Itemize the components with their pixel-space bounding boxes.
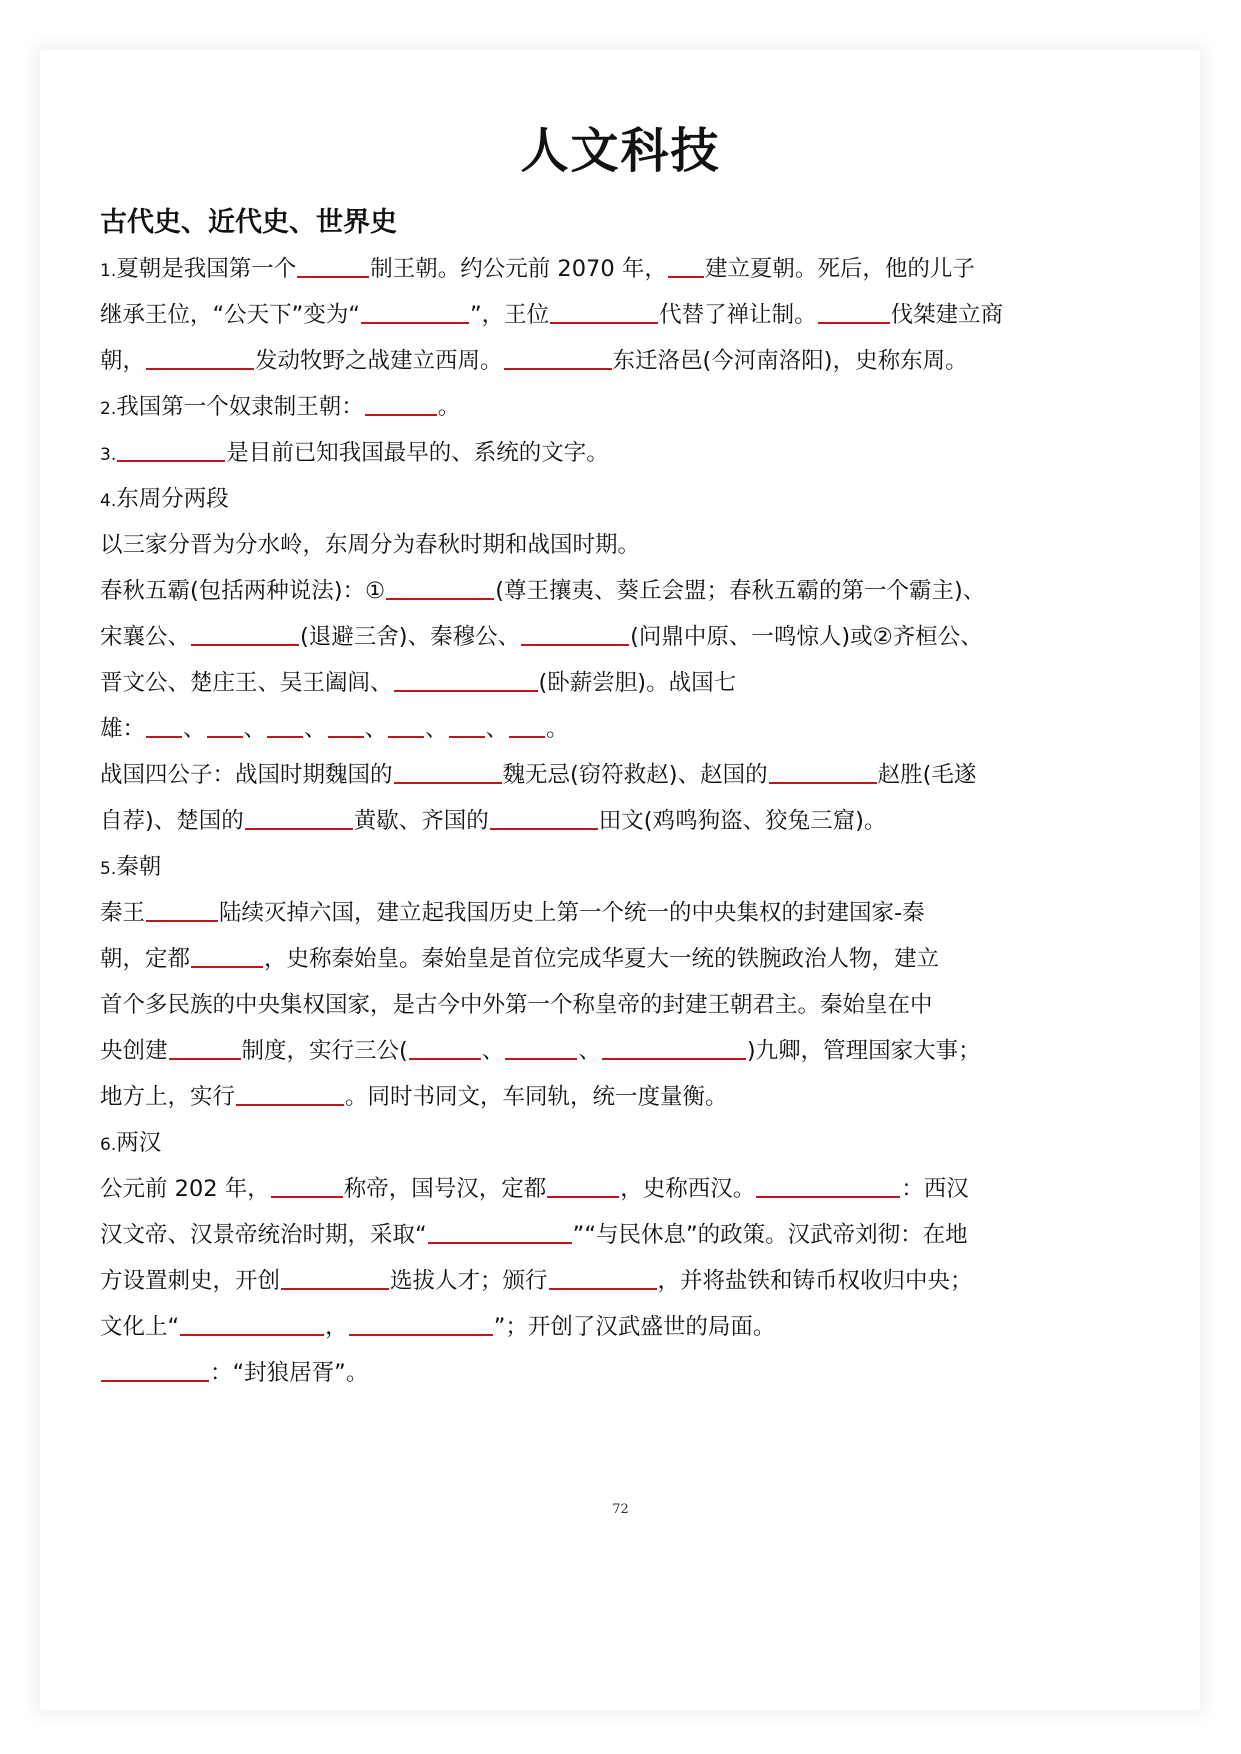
fill-in-blank[interactable] [490,805,598,831]
text-segment: 称帝，国号汉，定都 [343,1176,547,1202]
text-segment: 、 [485,716,509,742]
text-segment: 秦朝 [116,854,162,880]
text-segment: ：“封狼居胥”。 [210,1360,369,1386]
text-segment: 战国四公子：战国时期魏国的 [100,762,393,788]
text-segment: 、 [578,1038,601,1064]
text-segment: (问鼎中原、一鸣惊人)或②齐桓公、 [630,624,983,650]
text-segment: 陆续灭掉六国，建立起我国历史上第一个统一的中央集权的封建国家-秦 [219,900,925,926]
text-segment: 黄歇、齐国的 [353,808,489,834]
page-number: 72 [612,1502,629,1517]
text-segment: ”；开创了汉武盛世的局面。 [493,1314,776,1340]
text-segment: 制王朝。约公元前 2070 年， [370,256,667,282]
text-segment: 继承王位，“公天下”变为“ [100,302,360,328]
text-line [100,890,1020,936]
text-segment: 方设置刺史，开创 [100,1268,281,1294]
fill-in-blank[interactable] [361,299,469,325]
text-segment: 是目前已知我国最早的、系统的文字。 [226,440,609,466]
text-line [100,1074,1020,1120]
fill-in-blank[interactable] [349,1311,493,1337]
fill-in-blank[interactable] [180,1311,324,1337]
text-line [100,844,1020,890]
text-segment: 、 [425,716,448,742]
fill-in-blank[interactable] [818,299,890,325]
fill-in-blank[interactable] [509,713,545,739]
fill-in-blank[interactable] [281,1265,389,1291]
text-line [100,798,1020,844]
fill-in-blank[interactable] [101,1357,209,1383]
section-heading: 古代史、近代史、世界史 [100,207,397,238]
text-segment: 自荐)、楚国的 [100,808,244,834]
text-segment: 制度，实行三公( [241,1038,408,1064]
text-segment: ，史称秦始皇。秦始皇是首位完成华夏大一统的铁腕政治人物，建立 [264,946,940,972]
text-segment: 东周分两段 [116,486,229,512]
text-segment: 文化上“ [100,1314,180,1340]
fill-in-blank[interactable] [428,1219,572,1245]
fill-in-blank[interactable] [409,1035,481,1061]
fill-in-blank[interactable] [602,1035,746,1061]
text-segment: (退避三舍)、秦穆公、 [300,624,521,650]
fill-in-blank[interactable] [394,667,538,693]
fill-in-blank[interactable] [394,759,502,785]
item-number: 4. [100,491,117,511]
page-title: 人文科技 [520,123,721,179]
text-line [100,982,1020,1028]
text-line [100,476,1020,522]
text-line [100,246,1020,292]
item-number: 5. [100,859,117,879]
text-segment: 田文(鸡鸣狗盗、狡兔三窟)。 [598,808,887,834]
document-body [100,246,1020,1396]
text-segment: 晋文公、楚庄王、吴王阖闾、 [100,670,393,696]
fill-in-blank[interactable] [386,575,494,601]
text-segment: 地方上，实行 [100,1084,236,1110]
text-segment: 、 [364,716,388,742]
text-segment: ”“与民休息”的政策。汉武帝刘彻：在地 [572,1222,968,1248]
text-segment: ”，王位 [469,302,550,328]
text-segment: 、 [481,1038,505,1064]
text-line [100,1166,1020,1212]
fill-in-blank[interactable] [191,621,299,647]
text-line [100,752,1020,798]
text-segment: 伐桀建立商 [890,302,1004,328]
fill-in-blank[interactable] [169,1035,241,1061]
text-line [100,1304,1020,1350]
fill-in-blank[interactable] [549,1265,657,1291]
fill-in-blank[interactable] [267,713,303,739]
text-segment: 汉文帝、汉景帝统治时期，采取“ [100,1222,427,1248]
text-segment: 、 [304,716,327,742]
fill-in-blank[interactable] [521,621,629,647]
text-line [100,568,1020,614]
text-segment: 发动牧野之战建立西周。 [255,348,503,374]
text-segment: 、 [243,716,267,742]
fill-in-blank[interactable] [146,713,182,739]
text-segment: 代替了禅让制。 [659,302,817,328]
fill-in-blank[interactable] [550,299,658,325]
fill-in-blank[interactable] [271,1173,343,1199]
fill-in-blank[interactable] [365,391,437,417]
text-segment: 宋襄公、 [100,624,191,650]
fill-in-blank[interactable] [146,345,254,371]
fill-in-blank[interactable] [769,759,877,785]
text-segment: ， [325,1314,348,1340]
text-line [100,1350,1020,1396]
fill-in-blank[interactable] [328,713,364,739]
text-segment: 。 [546,716,569,742]
item-number: 3. [100,445,117,465]
text-segment: 东迁洛邑(今河南洛阳)，史称东周。 [612,348,968,374]
text-segment: )九卿，管理国家大事； [746,1038,981,1064]
fill-in-blank[interactable] [191,943,263,969]
text-segment: 朝， [100,348,146,374]
text-line [100,430,1020,476]
text-line [100,338,1020,384]
text-segment: 春秋五霸(包括两种说法)：① [100,578,386,604]
fill-in-blank[interactable] [505,1035,577,1061]
text-segment: 建立夏朝。死后，他的儿子 [704,256,975,282]
text-segment: 、 [183,716,206,742]
fill-in-blank[interactable] [449,713,485,739]
fill-in-blank[interactable] [668,253,704,279]
fill-in-blank[interactable] [245,805,353,831]
text-line [100,936,1020,982]
text-line [100,706,1020,752]
item-number: 2. [100,399,117,419]
text-segment: 公元前 202 年， [100,1176,270,1202]
fill-in-blank[interactable] [117,437,225,463]
fill-in-blank[interactable] [146,897,218,923]
text-segment: 赵胜(毛遂 [877,762,977,788]
text-segment: 。同时书同文，车同轨，统一度量衡。 [345,1084,728,1110]
text-line [100,1028,1020,1074]
text-segment: 两汉 [116,1130,162,1156]
text-segment: 夏朝是我国第一个 [116,256,297,282]
text-segment: 以三家分晋为分水岭，东周分为春秋时期和战国时期。 [100,532,641,558]
text-segment: 魏无忌(窃符救赵)、赵国的 [502,762,768,788]
text-segment: 雄： [100,716,146,742]
text-segment: 央创建 [100,1038,168,1064]
text-segment: ，史称西汉。 [620,1176,756,1202]
item-number: 6. [100,1135,117,1155]
text-segment: 。 [437,394,461,420]
fill-in-blank[interactable] [547,1173,619,1199]
text-segment: 我国第一个奴隶制王朝： [116,394,364,420]
text-segment: (卧薪尝胆)。战国七 [538,670,737,696]
text-line [100,614,1020,660]
fill-in-blank[interactable] [388,713,424,739]
fill-in-blank[interactable] [236,1081,344,1107]
text-segment: 选拔人才；颁行 [390,1268,548,1294]
fill-in-blank[interactable] [297,253,369,279]
fill-in-blank[interactable] [207,713,243,739]
text-segment: 朝，定都 [100,946,191,972]
text-segment: ，并将盐铁和铸币权收归中央； [657,1268,973,1294]
text-line [100,1120,1020,1166]
fill-in-blank[interactable] [756,1173,900,1199]
text-line [100,522,1020,568]
text-segment: 秦王 [100,900,146,926]
fill-in-blank[interactable] [504,345,612,371]
text-line [100,1212,1020,1258]
text-line [100,384,1020,430]
text-line [100,660,1020,706]
text-line [100,292,1020,338]
text-line [100,1258,1020,1304]
text-segment: (尊王攘夷、葵丘会盟；春秋五霸的第一个霸主)、 [495,578,986,604]
item-number: 1. [100,261,117,281]
text-segment: ：西汉 [901,1176,969,1202]
text-segment: 首个多民族的中央集权国家，是古今中外第一个称皇帝的封建王朝君主。秦始皇在中 [100,992,933,1018]
